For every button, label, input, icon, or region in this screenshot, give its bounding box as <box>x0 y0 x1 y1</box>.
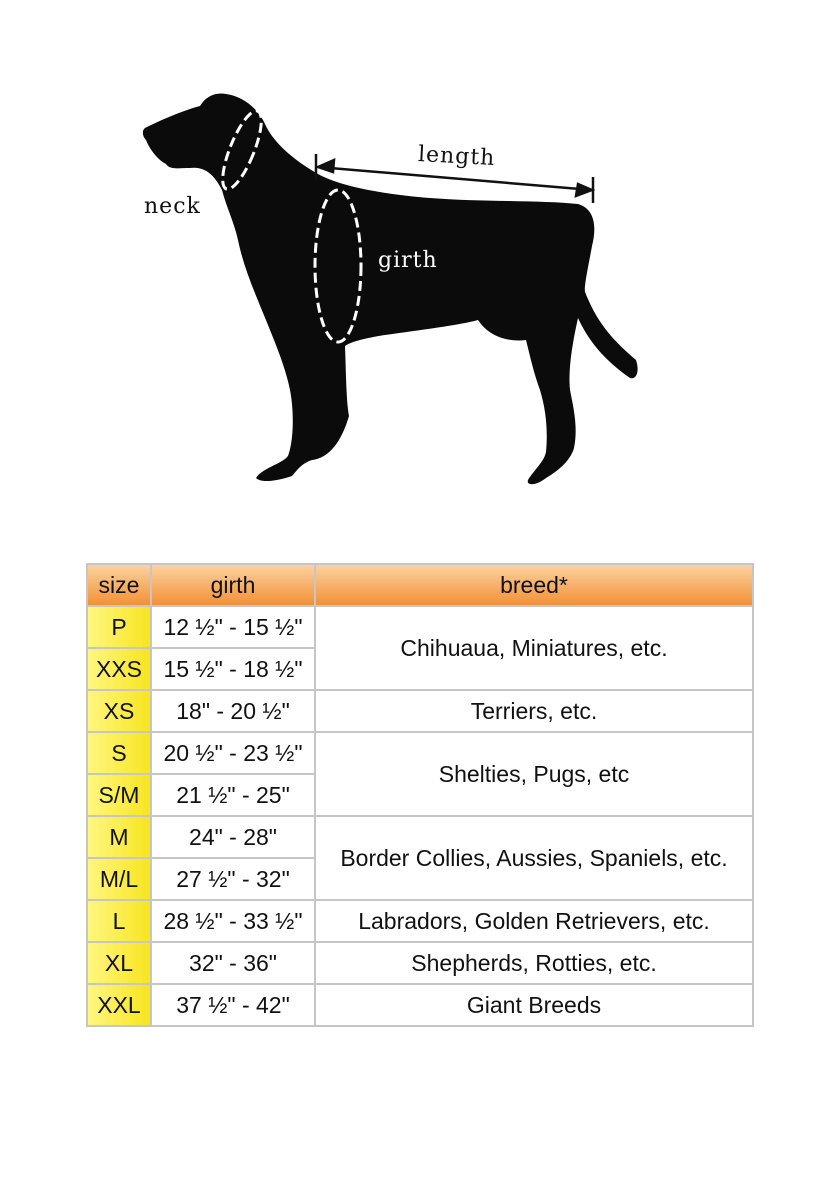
size-cell: XL <box>87 942 151 984</box>
girth-cell: 21 ½" - 25" <box>151 774 315 816</box>
neck-label: neck <box>144 194 201 219</box>
size-cell: S <box>87 732 151 774</box>
table-row <box>87 606 753 648</box>
size-cell: XS <box>87 690 151 732</box>
girth-cell: 20 ½" - 23 ½" <box>151 732 315 774</box>
table-row <box>87 984 753 1026</box>
table-row <box>87 816 753 858</box>
length-label: length <box>417 141 496 172</box>
girth-cell: 37 ½" - 42" <box>151 984 315 1026</box>
size-cell: M/L <box>87 858 151 900</box>
size-cell: L <box>87 900 151 942</box>
table-row <box>87 690 753 732</box>
breed-cell: Shepherds, Rotties, etc. <box>315 942 753 984</box>
dog-measurement-figure <box>0 0 833 520</box>
header-girth: girth <box>151 564 315 606</box>
breed-cell: Giant Breeds <box>315 984 753 1026</box>
girth-cell: 15 ½" - 18 ½" <box>151 648 315 690</box>
size-cell: P <box>87 606 151 648</box>
size-cell: XXS <box>87 648 151 690</box>
table-row <box>87 900 753 942</box>
girth-cell: 24" - 28" <box>151 816 315 858</box>
size-chart-table <box>86 563 754 1027</box>
girth-cell: 27 ½" - 32" <box>151 858 315 900</box>
girth-cell: 18" - 20 ½" <box>151 690 315 732</box>
breed-cell: Labradors, Golden Retrievers, etc. <box>315 900 753 942</box>
breed-cell: Terriers, etc. <box>315 690 753 732</box>
table-row <box>87 942 753 984</box>
breed-cell: Chihuaua, Miniatures, etc. <box>315 606 753 690</box>
dog-silhouette <box>143 94 638 485</box>
table-header-row <box>87 564 753 606</box>
table-row <box>87 732 753 774</box>
size-cell: M <box>87 816 151 858</box>
girth-cell: 32" - 36" <box>151 942 315 984</box>
header-size: size <box>87 564 151 606</box>
girth-label: girth <box>378 248 438 273</box>
breed-cell: Border Collies, Aussies, Spaniels, etc. <box>315 816 753 900</box>
girth-cell: 28 ½" - 33 ½" <box>151 900 315 942</box>
girth-cell: 12 ½" - 15 ½" <box>151 606 315 648</box>
size-cell: S/M <box>87 774 151 816</box>
size-cell: XXL <box>87 984 151 1026</box>
header-breed: breed* <box>315 564 753 606</box>
breed-cell: Shelties, Pugs, etc <box>315 732 753 816</box>
